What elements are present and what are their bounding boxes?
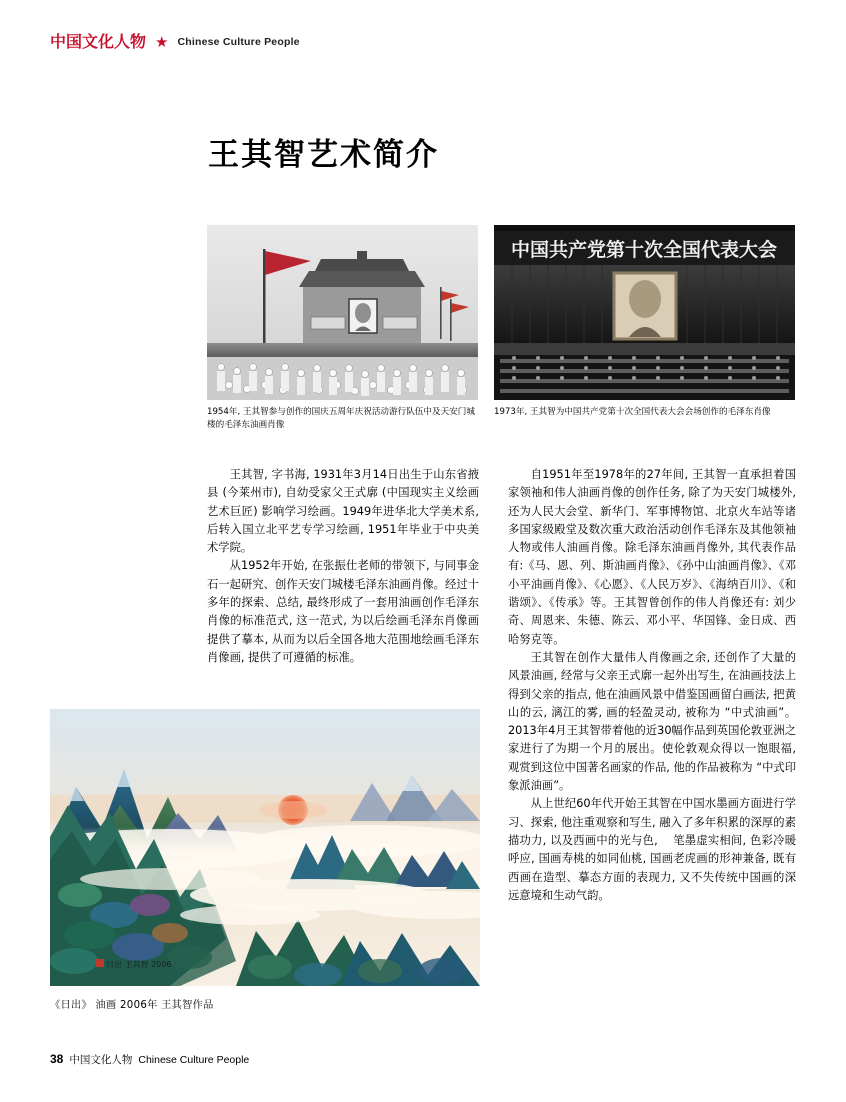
- svg-text:日出 王其智 2006: 日出 王其智 2006: [106, 960, 172, 969]
- photo-party-congress: [494, 225, 795, 400]
- page-footer: [50, 1052, 249, 1067]
- paragraph: 王其智在创作大量伟人肖像画之余, 还创作了大量的风景油画, 经常与父亲王式廓一起外出写生, 在油画技法上得到父亲的指点, 他在油画风景中借鉴国画留白画法, 把黄山的云, 漓江的雾, 画的轻盈灵动, 被称为 “中式油画”。2013年4月王其智带着他的近30幅作品到英国伦敦亚洲之家进行了为期一个月的展出。使伦敦观众得以一饱眼福, 观赏到这位中国著名画家的作品, 他的作品被称为 “中式印象派油画”。: [508, 650, 796, 793]
- page-number: 38: [50, 1052, 64, 1066]
- masthead: [50, 34, 300, 50]
- photo-tiananmen-parade: [207, 225, 478, 400]
- masthead-english-title: Chinese Culture People: [177, 36, 300, 48]
- caption-photo-congress: 1973年, 王其智为中国共产党第十次全国代表大会会场创作的毛泽东肖像: [494, 407, 771, 417]
- paragraph: 从1952年开始, 在张振仕老师的带领下, 与同事金石一起研究、创作天安门城楼毛泽东油画肖像。经过十多年的探索、总结, 最终形成了一套用油画创作毛泽东肖像的标准范式, 这一范式, 为以后绘画毛泽东肖像画提供了摹本, 从而为以后全国各地大范围地绘画毛泽东肖像画, 提供了可遵循的标准。: [207, 559, 479, 664]
- footer-chinese-title: 中国文化人物: [69, 1054, 133, 1066]
- paragraph: 自1951年至1978年的27年间, 王其智一直承担着国家领袖和伟人油画肖像的创作任务, 除了为天安门城楼外, 还为人民大会堂、新华门、军事博物馆、北京火车站等诸多国家级殿堂及数次重大政治活动创作毛泽东及其他领袖人物或伟人油画肖像。除毛泽东油画肖像外, 其代表作品有:《马、恩、列、斯油画肖像》、《孙中山油画肖像》、《邓小平油画肖像》、《心愿》、《人民万岁》、《海纳百川》、《和谐颂》、《传承》等。王其智曾创作的伟人肖像还有: 刘少奇、周恩来、朱德、陈云、邓小平、华国锋、金日成、西哈努克等。: [508, 468, 796, 646]
- body-column-left: [207, 466, 479, 667]
- painting-sunrise: [50, 709, 480, 986]
- page-title: 王其智艺术简介: [208, 137, 439, 173]
- svg-text:中国共产党第十次全国代表大会: 中国共产党第十次全国代表大会: [510, 239, 778, 261]
- paragraph: 王其智, 字书海, 1931年3月14日出生于山东省掖县 (今莱州市), 自幼受家父王式廓 (中国现实主义绘画艺术巨匠) 影响学习绘画。1949年进华北大学美术系, 后转入国立北平艺专学习绘画, 1951年毕业于中央美术学院。: [207, 468, 479, 555]
- star-icon: ★: [155, 33, 169, 51]
- caption-painting-sunrise: 《日出》 油画 2006年 王其智作品: [50, 1000, 214, 1011]
- paragraph: 从上世纪60年代开始王其智在中国水墨画方面进行学习、探索, 他注重观察和写生, 融入了多年积累的深厚的素描功力, 以及西画中的光与色, 笔墨虚实相间, 色彩冷暖呼应, 国画寿桃的如同仙桃, 国画老虎画的形神兼备, 既有西画在造型、摹态方面的表现力, 又不失传统中国画的深远意境和生动气韵。: [508, 797, 796, 902]
- body-column-right: [508, 466, 796, 905]
- caption-photo-parade: 1954年, 王其智参与创作的国庆五周年庆祝活动游行队伍中及天安门城楼的毛泽东油画肖像: [207, 407, 475, 430]
- masthead-chinese-title: 中国文化人物: [50, 32, 147, 51]
- footer-english-title: Chinese Culture People: [138, 1054, 250, 1066]
